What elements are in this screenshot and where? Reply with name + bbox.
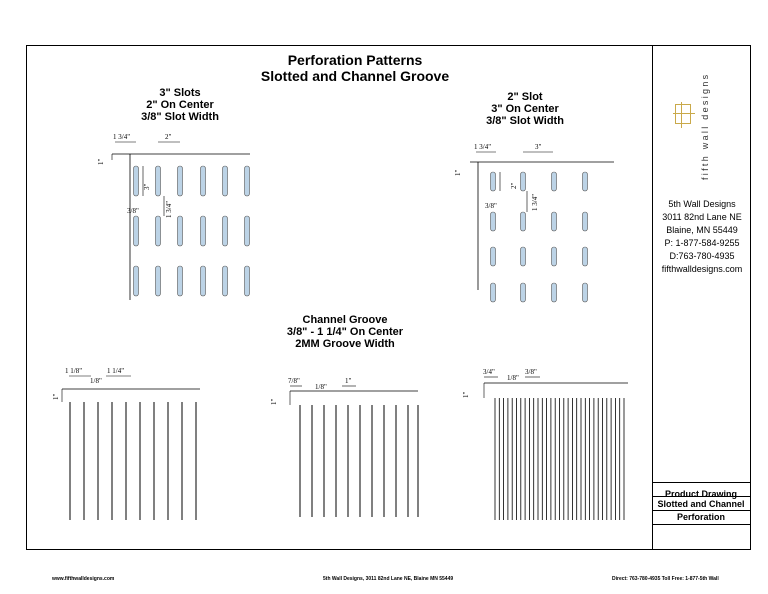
dim-label: 1" [52, 393, 60, 400]
dim-label: 1 1/4" [107, 367, 125, 375]
slot-3in [134, 166, 139, 196]
company-name: 5th Wall Designs [668, 199, 736, 209]
slot-3in [178, 266, 183, 296]
title-block-label-1: Product Drawing [664, 489, 737, 499]
title-block-rule-1 [652, 496, 751, 497]
dim-label: 1" [462, 391, 470, 398]
dim-label: 1 3/4" [113, 133, 131, 141]
slot-2in [521, 247, 526, 266]
slot-3in [134, 266, 139, 296]
channel-line-2: 3/8" - 1 1/4" On Center [286, 326, 404, 338]
title-block [652, 482, 751, 551]
slots3-line-2: 2" On Center [146, 99, 214, 111]
slot-2in [521, 212, 526, 231]
slot-3in [223, 266, 228, 296]
dim-label: 3/8" [525, 368, 537, 376]
footer-website: www.fifthwalldesigns.com [52, 576, 115, 582]
dim-label: 3/8" [485, 202, 497, 210]
channel-line-1: Channel Groove [302, 314, 388, 326]
slot-2in [583, 212, 588, 231]
title-block-label-2: Slotted and Channel [657, 499, 745, 509]
slots3-line-3: 3/8" Slot Width [141, 111, 219, 123]
dim-label: 1/8" [90, 377, 102, 385]
slot-3in [201, 166, 206, 196]
title-line-2: Slotted and Channel Groove [260, 68, 450, 84]
channel-line-3: 2MM Groove Width [295, 338, 395, 350]
company-website: fifthwalldesigns.com [661, 264, 743, 274]
slots2-line-1: 2" Slot [507, 91, 543, 103]
slot-2in [491, 172, 496, 191]
slot-2in [552, 247, 557, 266]
slot-2in [491, 247, 496, 266]
company-address: 3011 82nd Lane NE [662, 212, 742, 222]
slot-2in [552, 283, 557, 302]
slot-2in [583, 247, 588, 266]
slots2-line-3: 3/8" Slot Width [486, 115, 564, 127]
dim-label: 1" [270, 398, 278, 405]
dim-label: 1 3/4" [165, 200, 173, 218]
slot-3in [178, 216, 183, 246]
dim-label: 1/8" [315, 383, 327, 391]
dim-label: 1/8" [507, 374, 519, 382]
dim-label: 3/8" [127, 207, 139, 215]
company-city: Blaine, MN 55449 [666, 225, 738, 235]
slot-2in [521, 172, 526, 191]
slot-2in [583, 172, 588, 191]
slot-3in [223, 166, 228, 196]
slot-3in [156, 266, 161, 296]
dim-label: 1" [97, 158, 105, 165]
dim-label: 3" [535, 143, 542, 151]
slot-3in [178, 166, 183, 196]
dim-label: 1 1/8" [65, 367, 83, 375]
company-phone: P: 1-877-584-9255 [664, 238, 740, 248]
title-line-1: Perforation Patterns [287, 52, 423, 68]
dim-label: 1" [345, 377, 352, 385]
dim-label: 2" [165, 133, 172, 141]
slot-3in [156, 216, 161, 246]
slot-2in [521, 283, 526, 302]
dim-label: 1 3/4" [531, 193, 539, 211]
slots3-line-1: 3" Slots [159, 87, 201, 99]
slot-3in [156, 166, 161, 196]
slot-3in [201, 266, 206, 296]
title-block-rule-3 [652, 524, 751, 525]
slots2-line-2: 3" On Center [491, 103, 559, 115]
dim-label: 2" [510, 182, 518, 189]
title-block-label-3: Perforation [676, 512, 725, 522]
slot-3in [201, 216, 206, 246]
slot-2in [552, 212, 557, 231]
slot-3in [245, 266, 250, 296]
company-info [653, 198, 751, 276]
footer-address: 5th Wall Designs, 3011 82nd Lane NE, Blaine MN 55449 [323, 576, 454, 582]
dim-label: 3/4" [483, 368, 495, 376]
company-direct: D:763-780-4935 [669, 251, 735, 261]
slot-3in [245, 166, 250, 196]
dim-label: 1" [454, 169, 462, 176]
slot-3in [223, 216, 228, 246]
dim-label: 7/8" [288, 377, 300, 385]
dim-label: 1 3/4" [474, 143, 492, 151]
slot-2in [491, 212, 496, 231]
slot-2in [583, 283, 588, 302]
logo-mark-icon [675, 104, 691, 124]
footer-contact: Direct: 763-780-4935 Toll Free: 1-877-5th Wall [612, 576, 719, 582]
slot-2in [491, 283, 496, 302]
dim-label: 3" [143, 183, 151, 190]
slot-3in [245, 216, 250, 246]
logo-wordmark: fifth wall designs [700, 72, 710, 180]
slot-3in [134, 216, 139, 246]
slot-2in [552, 172, 557, 191]
